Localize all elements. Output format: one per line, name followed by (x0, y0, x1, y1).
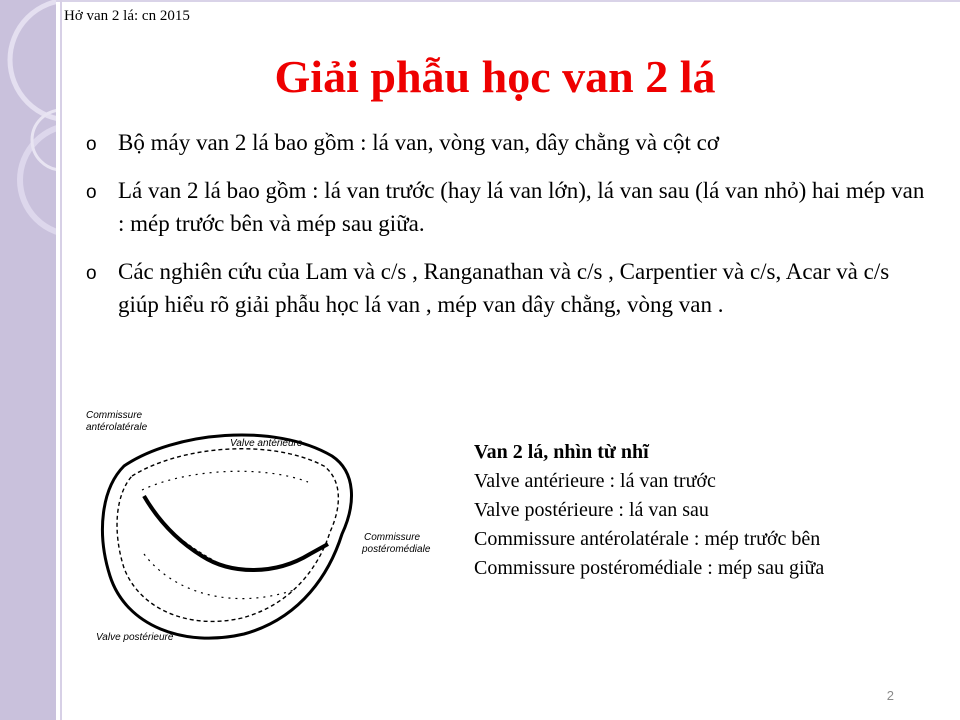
bullet-text: Bộ máy van 2 lá bao gồm : lá van, vòng van, dây chằng và cột cơ (118, 130, 720, 155)
valve-annulus-outer (102, 435, 351, 638)
header-text: Hở van 2 lá: cn 2015 (64, 8, 190, 24)
side-decoration (0, 0, 56, 720)
bullet-item (86, 174, 926, 240)
bullet-item (86, 126, 926, 159)
label-valve-posterieure: Valve postérieure (96, 632, 174, 643)
mitral-valve-diagram (84, 404, 464, 660)
bullet-text: Lá van 2 lá bao gồm : lá van trước (hay lá van lớn), lá van sau (lá van nhỏ) hai mép van : mép trước bên và mép sau giữa. (118, 178, 925, 236)
valve-annulus-inner (117, 449, 338, 622)
label-commissure-antero-line2: antérolatérale (86, 422, 148, 433)
coaptation-line-thin (148, 502, 216, 562)
label-commissure-antero-line1: Commissure (86, 410, 143, 421)
coaptation-line (144, 496, 328, 570)
legend-line: Commissure postéromédiale : mép sau giữa (474, 557, 825, 579)
anterior-leaflet-stipple (142, 471, 308, 490)
bullet-list (86, 126, 926, 336)
label-commissure-postero-line2: postéromédiale (362, 544, 431, 555)
bullet-item (86, 255, 926, 321)
label-valve-anterieure: Valve antérieure (230, 438, 303, 449)
posterior-leaflet-stipple (144, 554, 294, 599)
legend-line: Valve postérieure : lá van sau (474, 499, 709, 521)
bullet-marker: o (86, 182, 97, 203)
bullet-marker: o (86, 134, 97, 155)
figure-legend (474, 438, 824, 583)
decorative-arcs (0, 0, 56, 720)
bullet-marker: o (86, 263, 97, 284)
label-commissure-postero-line1: Commissure (364, 532, 421, 543)
page-title: Giải phẫu học van 2 lá (274, 51, 716, 102)
page-number: 2 (886, 688, 894, 703)
legend-heading: Van 2 lá, nhìn từ nhĩ (474, 441, 649, 463)
top-rule (56, 0, 960, 2)
legend-line: Valve antérieure : lá van trước (474, 470, 716, 492)
side-rule (60, 0, 62, 720)
bullet-text: Các nghiên cứu của Lam và c/s , Ranganathan và c/s , Carpentier và c/s, Acar và c/s giúp hiểu rõ giải phẫu học lá van , mép van dây chằng, vòng van . (118, 259, 890, 317)
legend-line: Commissure antérolatérale : mép trước bên (474, 528, 821, 550)
